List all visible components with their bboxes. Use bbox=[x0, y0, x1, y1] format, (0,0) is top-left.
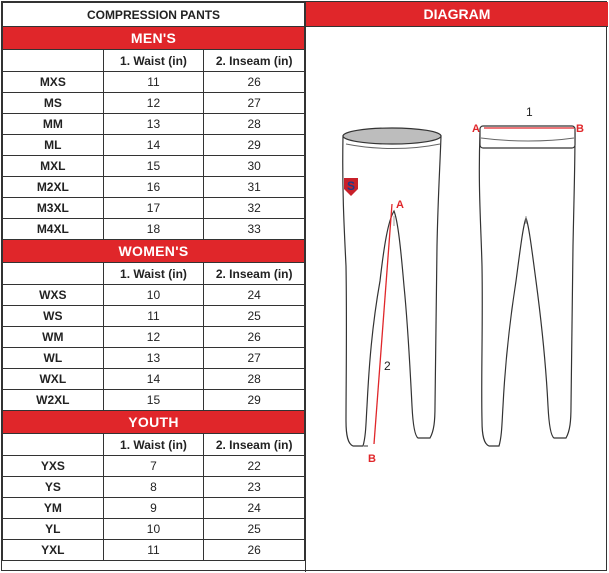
waist-cell: 18 bbox=[103, 219, 204, 240]
waist-cell: 14 bbox=[103, 135, 204, 156]
inseam-column-header: 2. Inseam (in) bbox=[204, 434, 305, 456]
size-row bbox=[3, 93, 305, 114]
inseam-cell: 32 bbox=[204, 198, 305, 219]
size-column-header bbox=[3, 263, 104, 285]
inseam-cell: 26 bbox=[204, 72, 305, 93]
pants-front-illustration bbox=[343, 128, 441, 446]
waist-cell: 17 bbox=[103, 198, 204, 219]
waist-cell: 12 bbox=[103, 327, 204, 348]
inseam-cell: 22 bbox=[204, 456, 305, 477]
size-row bbox=[3, 477, 305, 498]
inseam-cell: 25 bbox=[204, 306, 305, 327]
waist-cell: 13 bbox=[103, 348, 204, 369]
waist-column-header: 1. Waist (in) bbox=[103, 263, 204, 285]
pants-back-illustration bbox=[479, 126, 575, 446]
waist-label-1: 1 bbox=[526, 105, 533, 119]
waist-cell: 14 bbox=[103, 369, 204, 390]
size-cell: YS bbox=[3, 477, 104, 498]
inseam-cell: 28 bbox=[204, 369, 305, 390]
size-chart-sheet bbox=[1, 1, 607, 571]
inseam-cell: 27 bbox=[204, 348, 305, 369]
waist-label-b: B bbox=[576, 123, 584, 135]
waist-cell: 12 bbox=[103, 93, 204, 114]
waist-cell: 11 bbox=[103, 306, 204, 327]
inseam-label-2: 2 bbox=[384, 359, 391, 373]
size-cell: YL bbox=[3, 519, 104, 540]
table-title: COMPRESSION PANTS bbox=[3, 3, 305, 27]
diagram-title: DIAGRAM bbox=[306, 2, 608, 27]
size-cell: WS bbox=[3, 306, 104, 327]
size-row bbox=[3, 72, 305, 93]
waist-cell: 15 bbox=[103, 390, 204, 411]
size-row bbox=[3, 198, 305, 219]
size-cell: WXS bbox=[3, 285, 104, 306]
waist-cell: 11 bbox=[103, 72, 204, 93]
waist-cell: 9 bbox=[103, 498, 204, 519]
pants-diagram bbox=[306, 26, 608, 572]
size-row bbox=[3, 390, 305, 411]
column-header-row bbox=[3, 50, 305, 72]
size-row bbox=[3, 540, 305, 561]
section-title: WOMEN'S bbox=[3, 240, 305, 263]
size-cell: MXL bbox=[3, 156, 104, 177]
size-cell: YXS bbox=[3, 456, 104, 477]
inseam-cell: 26 bbox=[204, 540, 305, 561]
size-row bbox=[3, 177, 305, 198]
size-cell: YXL bbox=[3, 540, 104, 561]
size-cell: MM bbox=[3, 114, 104, 135]
size-cell: M2XL bbox=[3, 177, 104, 198]
size-cell: M4XL bbox=[3, 219, 104, 240]
size-row bbox=[3, 327, 305, 348]
section-header-row bbox=[3, 411, 305, 434]
size-cell: YM bbox=[3, 498, 104, 519]
waist-cell: 7 bbox=[103, 456, 204, 477]
size-row bbox=[3, 348, 305, 369]
inseam-cell: 31 bbox=[204, 177, 305, 198]
waist-cell: 10 bbox=[103, 285, 204, 306]
inseam-cell: 24 bbox=[204, 285, 305, 306]
waist-cell: 15 bbox=[103, 156, 204, 177]
size-cell: WM bbox=[3, 327, 104, 348]
size-row bbox=[3, 156, 305, 177]
svg-text:S: S bbox=[346, 179, 356, 193]
size-row bbox=[3, 519, 305, 540]
inseam-label-a: A bbox=[396, 199, 404, 211]
waist-label-a: A bbox=[472, 123, 480, 135]
diagram-panel bbox=[305, 2, 608, 572]
waist-cell: 13 bbox=[103, 114, 204, 135]
size-row bbox=[3, 219, 305, 240]
size-row bbox=[3, 369, 305, 390]
inseam-cell: 28 bbox=[204, 114, 305, 135]
size-cell: ML bbox=[3, 135, 104, 156]
size-cell: MXS bbox=[3, 72, 104, 93]
inseam-cell: 25 bbox=[204, 519, 305, 540]
inseam-cell: 30 bbox=[204, 156, 305, 177]
inseam-cell: 23 bbox=[204, 477, 305, 498]
waist-column-header: 1. Waist (in) bbox=[103, 434, 204, 456]
column-header-row bbox=[3, 434, 305, 456]
size-row bbox=[3, 135, 305, 156]
size-cell: WL bbox=[3, 348, 104, 369]
waist-column-header: 1. Waist (in) bbox=[103, 50, 204, 72]
size-cell: W2XL bbox=[3, 390, 104, 411]
size-table bbox=[2, 2, 305, 561]
size-cell: MS bbox=[3, 93, 104, 114]
size-row bbox=[3, 306, 305, 327]
size-row bbox=[3, 498, 305, 519]
size-row bbox=[3, 114, 305, 135]
inseam-column-header: 2. Inseam (in) bbox=[204, 50, 305, 72]
size-cell: WXL bbox=[3, 369, 104, 390]
waist-cell: 16 bbox=[103, 177, 204, 198]
inseam-cell: 29 bbox=[204, 390, 305, 411]
size-row bbox=[3, 285, 305, 306]
section-header-row bbox=[3, 27, 305, 50]
column-header-row bbox=[3, 263, 305, 285]
inseam-label-b: B bbox=[368, 453, 376, 465]
size-column-header bbox=[3, 50, 104, 72]
inseam-cell: 26 bbox=[204, 327, 305, 348]
size-column-header bbox=[3, 434, 104, 456]
waist-cell: 10 bbox=[103, 519, 204, 540]
waist-cell: 11 bbox=[103, 540, 204, 561]
inseam-column-header: 2. Inseam (in) bbox=[204, 263, 305, 285]
section-header-row bbox=[3, 240, 305, 263]
inseam-cell: 33 bbox=[204, 219, 305, 240]
inseam-cell: 29 bbox=[204, 135, 305, 156]
section-title: MEN'S bbox=[3, 27, 305, 50]
size-row bbox=[3, 456, 305, 477]
size-cell: M3XL bbox=[3, 198, 104, 219]
inseam-cell: 27 bbox=[204, 93, 305, 114]
section-title: YOUTH bbox=[3, 411, 305, 434]
waist-cell: 8 bbox=[103, 477, 204, 498]
inseam-cell: 24 bbox=[204, 498, 305, 519]
